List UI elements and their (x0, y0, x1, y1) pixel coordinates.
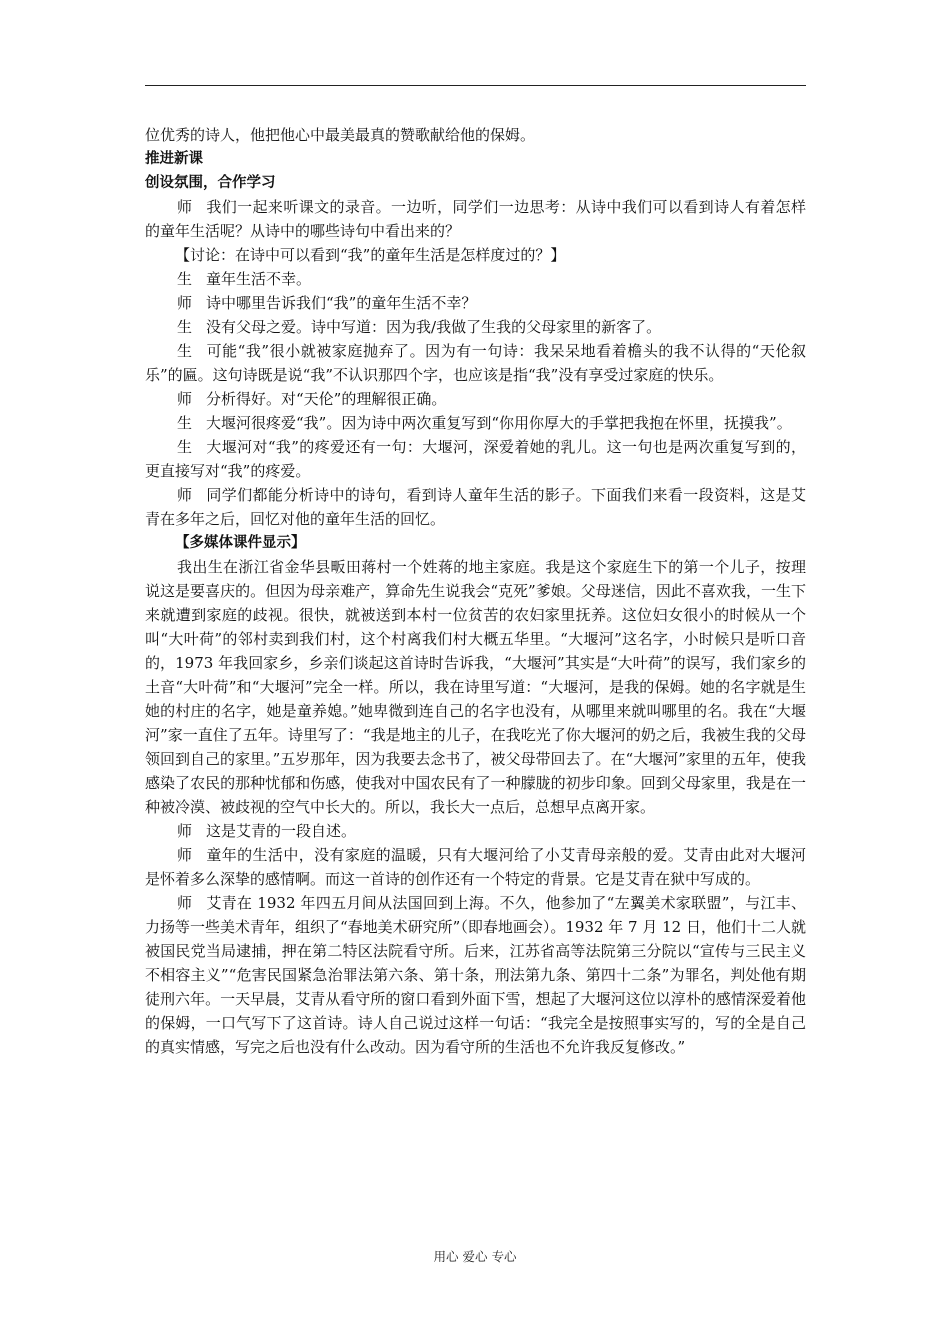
dialogue-paragraph (145, 387, 806, 411)
dialogue-text: 没有父母之爱。诗中写道：因为我/我做了生我的父母家里的新客了。 (206, 318, 662, 336)
dialogue-paragraph (145, 291, 806, 315)
speaker-label: 师 (177, 294, 193, 312)
dialogue-text: 这是艾青的一段自述。 (206, 822, 357, 840)
speaker-label: 生 (177, 318, 193, 336)
dialogue-text: 大堰河很疼爱“我”。因为诗中两次重复写到“你用你厚大的手掌把我抱在怀里，抚摸我”。 (206, 414, 792, 432)
dialogue-text: 大堰河对“我”的疼爱还有一句：大堰河，深爱着她的乳儿。这一句也是两次重复写到的，更直接写对“我”的疼爱。 (145, 438, 806, 480)
dialogue-text: 分析得好。对“天伦”的理解很正确。 (206, 390, 447, 408)
intro-line: 位优秀的诗人，他把他心中最美最真的赞歌献给他的保姆。 (145, 126, 536, 144)
speaker-label: 生 (177, 342, 193, 360)
speaker-label: 生 (177, 270, 193, 288)
speaker-label: 生 (177, 438, 193, 456)
speaker-label: 师 (177, 486, 193, 504)
dialogue-text: 童年生活不幸。 (206, 270, 312, 288)
dialogue-paragraph (145, 339, 806, 387)
dialogue-paragraph (145, 819, 806, 843)
dialogue-paragraph (145, 435, 806, 483)
header-rule (145, 85, 806, 86)
dialogue-paragraph (145, 315, 806, 339)
dialogue-paragraph (145, 411, 806, 435)
document-body (145, 123, 806, 1059)
speaker-label: 师 (177, 198, 193, 216)
dialogue-text: 同学们都能分析诗中的诗句，看到诗人童年生活的影子。下面我们来看一段资料，这是艾青在多年之后，回忆对他的童年生活的回忆。 (145, 486, 806, 528)
speaker-label: 生 (177, 414, 193, 432)
quoted-memoir: 我出生在浙江省金华县畈田蒋村一个姓蒋的地主家庭。我是这个家庭生下的第一个儿子，按理说这是要喜庆的。但因为母亲难产，算命先生说我会“克死”爹娘。父母迷信，因此不喜欢我，一生下来就遭到家庭的歧视。很快，就被送到本村一位贫苦的农妇家里抚养。这位妇女很小的时候从一个叫“大叶荷”的邻村卖到我们村，这个村离我们村大概五华里。“大堰河”这名字，小时候只是听口音的，1973 年我回家乡，乡亲们谈起这首诗时告诉我，“大堰河”其实是“大叶荷”的误写，我们家乡的土音“大叶荷”和“大堰河”完全一样。所以，我在诗里写道：“大堰河，是我的保姆。她的名字就是生她的村庄的名字，她是童养媳。”她卑微到连自己的名字也没有，从哪里来就叫哪里的名。我在“大堰河”家一直住了五年。诗里写了：“我是地主的儿子，在我吃光了你大堰河的奶之后，我被生我的父母领回到自己的家里。”五岁那年，因为我要去念书了，被父母带回去了。在“大堰河”家里的五年，使我感染了农民的那种忧郁和伤感，使我对中国农民有了一种朦胧的初步印象。回到父母家里，我是在一种被冷漠、被歧视的空气中长大的。所以，我长大一点后，总想早点离开家。 (145, 558, 806, 816)
dialogue-paragraph (145, 483, 806, 531)
page-footer: 用心 爱心 专心 (433, 1249, 517, 1264)
subsection-heading: 创设氛围，合作学习 (145, 175, 276, 191)
dialogue-text: 我们一起来听课文的录音。一边听，同学们一边思考：从诗中我们可以看到诗人有着怎样的童年生活呢？从诗中的哪些诗句中看出来的？ (145, 198, 806, 240)
dialogue-text: 童年的生活中，没有家庭的温暖，只有大堰河给了小艾青母亲般的爱。艾青由此对大堰河是怀着多么深挚的感情啊。而这一首诗的创作还有一个特定的背景。它是艾青在狱中写成的。 (145, 846, 806, 888)
dialogue-text: 诗中哪里告诉我们“我”的童年生活不幸？ (206, 294, 477, 312)
multimedia-heading: 【多媒体课件显示】 (175, 535, 306, 551)
dialogue-text: 艾青在 1932 年四五月间从法国回到上海。不久，他参加了“左翼美术家联盟”，与江丰、力扬等一些美术青年，组织了“春地美术研究所”（即春地画会）。1932 年 7 月 12 日，他们十二人就被国民党当局逮捕，押在第二特区法院看守所。后来，江苏省高等法院第三分院以“宣传与三民主义不相容主义”“危害民国紧急治罪法第六条、第十条，刑法第九条、第四十二条”为罪名，判处他有期徒刑六年。一天早晨，艾青从看守所的窗口看到外面下雪，想起了大堰河这位以淳朴的感情深爱着他的保姆，一口气写下了这首诗。诗人自己说过这样一句话：“我完全是按照事实写的，写的全是自己的真实情感，写完之后也没有什么改动。因为看守所的生活也不允许我反复修改。” (145, 894, 806, 1056)
discussion-prompt: 【讨论：在诗中可以看到“我”的童年生活是怎样度过的？】 (175, 246, 566, 264)
dialogue-paragraph (145, 195, 806, 243)
speaker-label: 师 (177, 894, 193, 912)
speaker-label: 师 (177, 822, 193, 840)
dialogue-paragraph (145, 267, 806, 291)
dialogue-paragraph (145, 891, 806, 1059)
speaker-label: 师 (177, 390, 193, 408)
dialogue-paragraph (145, 843, 806, 891)
dialogue-text: 可能“我”很小就被家庭抛弃了。因为有一句诗：我呆呆地看着檐头的我不认得的“天伦叙乐”的匾。这句诗既是说“我”不认识那四个字，也应该是指“我”没有享受过家庭的快乐。 (145, 342, 806, 384)
section-heading: 推进新课 (145, 151, 203, 167)
speaker-label: 师 (177, 846, 193, 864)
